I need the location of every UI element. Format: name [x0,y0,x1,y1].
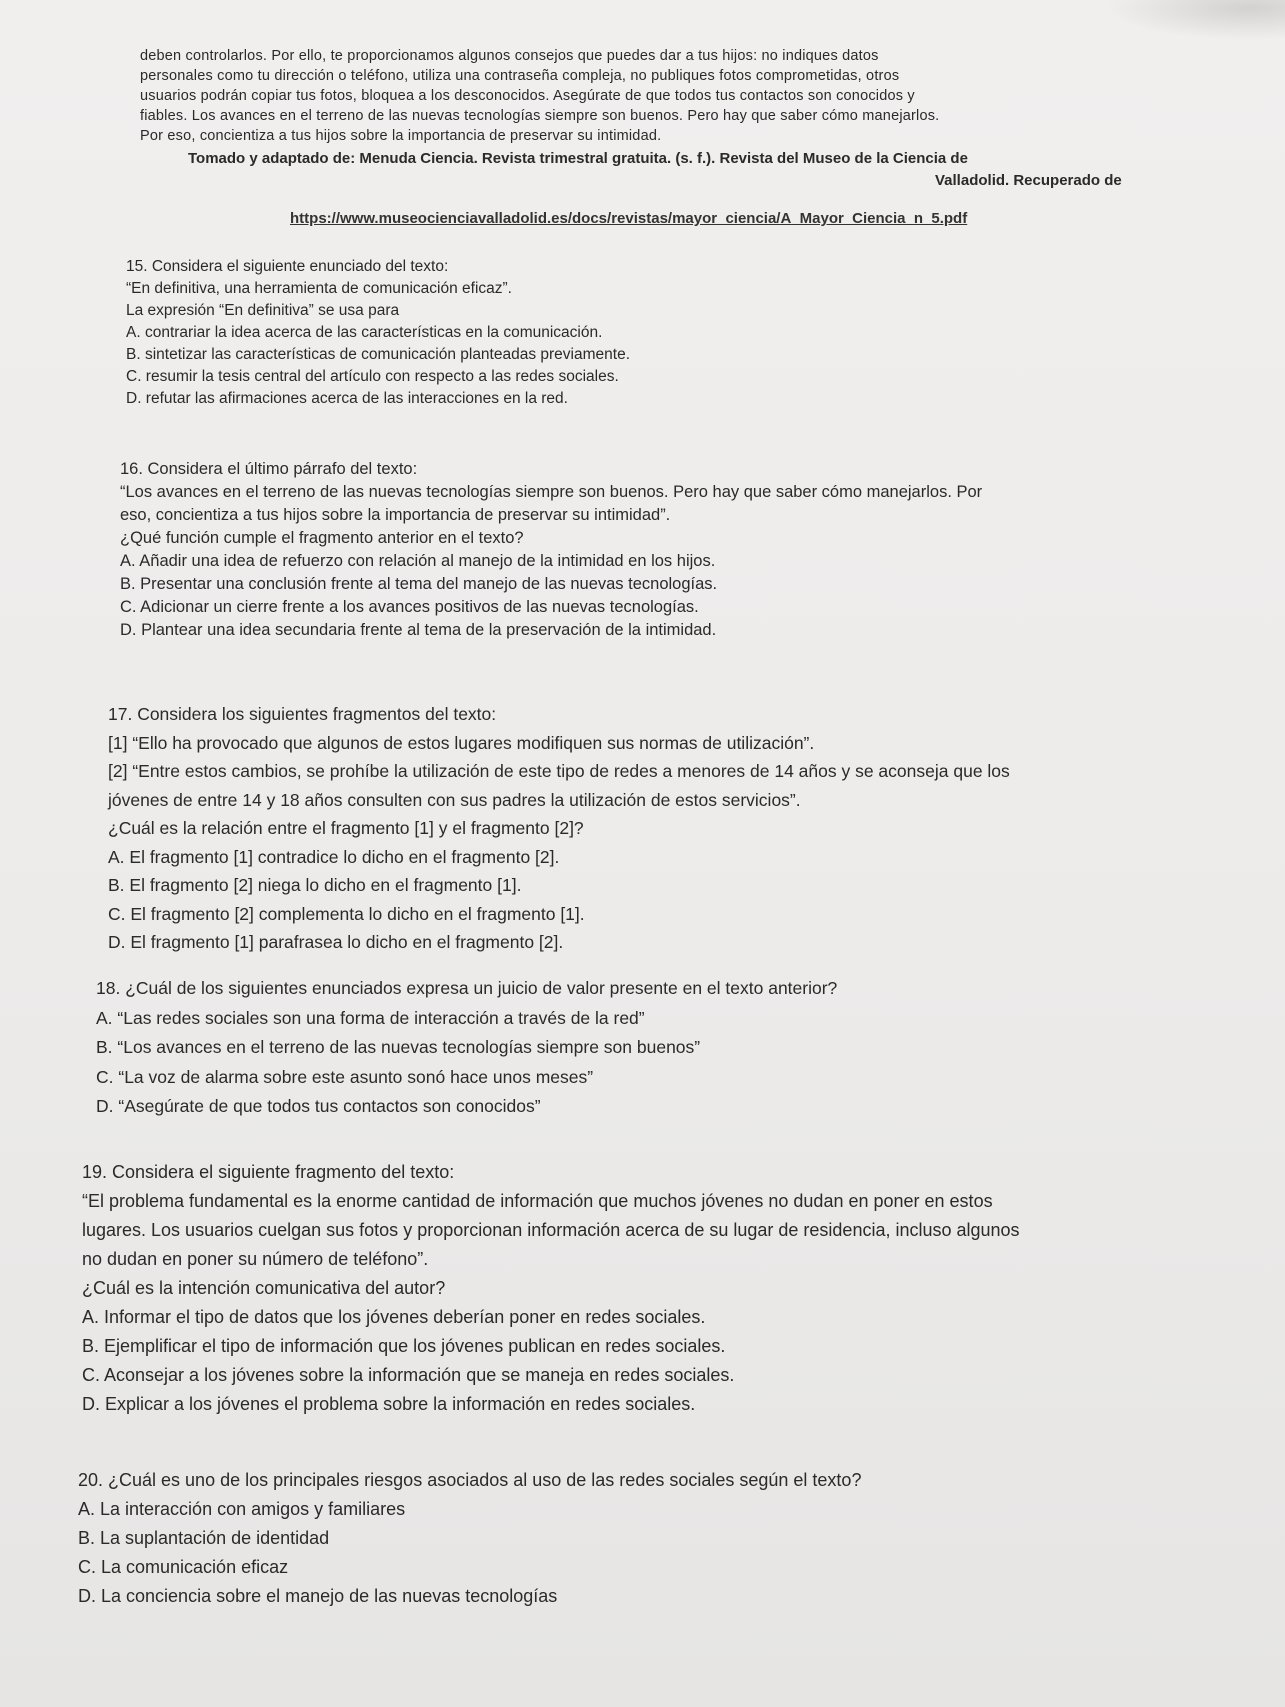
question-line: ¿Cuál es la intención comunicativa del autor? [82,1278,446,1298]
question-line: jóvenes de entre 14 y 18 años consulten con sus padres la utilización de estos servicios”. [108,789,801,810]
intro-line: Por eso, concientiza a tus hijos sobre la importancia de preservar su intimidad. [140,128,662,144]
question-19 [82,1158,1222,1419]
corner-shadow [1105,0,1285,40]
intro-line: deben controlarlos. Por ello, te proporcionamos algunos consejos que puedes dar a tus hijos: no indiques datos [140,48,879,64]
option-d: D. Explicar a los jóvenes el problema sobre la información en redes sociales. [82,1394,696,1414]
option-a: A. contrariar la idea acerca de las características en la comunicación. [126,324,603,341]
option-d: D. El fragmento [1] parafrasea lo dicho en el fragmento [2]. [108,932,564,952]
intro-line: personales como tu dirección o teléfono, utiliza una contraseña compleja, no publiques fotos comprometidas, otros [140,68,900,84]
option-d: D. La conciencia sobre el manejo de las nuevas tecnologías [78,1586,558,1606]
question-line: ¿Cuál es la relación entre el fragmento [1] y el fragmento [2]? [108,818,584,838]
option-c: C. resumir la tesis central del artículo con respecto a las redes sociales. [126,368,619,385]
question-line: eso, concientiza a tus hijos sobre la importancia de preservar su intimidad”. [120,506,671,524]
option-c: C. Adicionar un cierre frente a los avances positivos de las nuevas tecnologías. [120,598,699,616]
question-line: 18. ¿Cuál de los siguientes enunciados expresa un juicio de valor presente en el texto anterior? [96,978,838,998]
option-a: A. Añadir una idea de refuerzo con relación al manejo de la intimidad en los hijos. [120,552,716,570]
option-c: C. El fragmento [2] complementa lo dicho en el fragmento [1]. [108,903,585,924]
source-citation-line-1: Tomado y adaptado de: Menuda Ciencia. Revista trimestral gratuita. (s. f.). Revista del Museo de la Ciencia de [188,150,968,167]
option-a: A. La interacción con amigos y familiares [78,1499,406,1519]
question-line: “El problema fundamental es la enorme cantidad de información que muchos jóvenes no dudan en poner en estos [82,1191,993,1211]
question-17 [108,700,1248,957]
question-line: 19. Considera el siguiente fragmento del texto: [82,1162,455,1182]
question-line: [1] “Ello ha provocado que algunos de estos lugares modifiquen sus normas de utilización”. [108,732,815,753]
option-a: A. El fragmento [1] contradice lo dicho en el fragmento [2]. [108,846,560,867]
intro-paragraph [140,46,1180,146]
question-line: no dudan en poner su número de teléfono”. [82,1249,429,1269]
question-line: lugares. Los usuarios cuelgan sus fotos y proporcionan información acerca de su lugar de residencia, incluso algunos [82,1220,1020,1240]
option-b: B. Presentar una conclusión frente al tema del manejo de las nuevas tecnologías. [120,575,718,593]
source-citation-line-2: Valladolid. Recuperado de [935,172,1122,189]
option-c: C. “La voz de alarma sobre este asunto sonó hace unos meses” [96,1066,594,1087]
option-d: D. Plantear una idea secundaria frente al tema de la preservación de la intimidad. [120,621,717,639]
question-line: La expresión “En definitiva” se usa para [126,302,400,319]
option-c: C. La comunicación eficaz [78,1557,289,1577]
question-line: 15. Considera el siguiente enunciado del texto: [126,258,449,275]
question-line: ¿Qué función cumple el fragmento anterior en el texto? [120,529,524,547]
option-c: C. Aconsejar a los jóvenes sobre la información que se maneja en redes sociales. [82,1365,735,1385]
option-b: B. “Los avances en el terreno de las nuevas tecnologías siempre son buenos” [96,1037,701,1057]
question-line: “Los avances en el terreno de las nuevas tecnologías siempre son buenos. Pero hay que saber cómo manejarlos. Por [120,483,983,501]
question-16 [120,458,1260,642]
intro-line: usuarios podrán copiar tus fotos, bloquea a los desconocidos. Asegúrate de que todos tus contactos son conocidos y [140,88,915,104]
question-line: 16. Considera el último párrafo del texto: [120,460,418,478]
intro-line: fiables. Los avances en el terreno de las nuevas tecnologías siempre son buenos. Pero hay que saber cómo manejarlos. [140,108,940,124]
question-line: 17. Considera los siguientes fragmentos del texto: [108,704,497,724]
option-b: B. Ejemplificar el tipo de información que los jóvenes publican en redes sociales. [82,1336,726,1356]
question-line: [2] “Entre estos cambios, se prohíbe la utilización de este tipo de redes a menores de 14 años y se aconseja que los [108,761,1010,781]
option-b: B. sintetizar las características de comunicación planteadas previamente. [126,346,630,363]
option-b: B. El fragmento [2] niega lo dicho en el fragmento [1]. [108,875,522,895]
source-url: https://www.museocienciavalladolid.es/docs/revistas/mayor_ciencia/A_Mayor_Ciencia_n_5.pdf [290,210,968,227]
option-a: A. Informar el tipo de datos que los jóvenes deberían poner en redes sociales. [82,1307,706,1327]
question-line: “En definitiva, una herramienta de comunicación eficaz”. [126,280,512,297]
question-15 [126,256,1266,410]
option-d: D. refutar las afirmaciones acerca de las interacciones en la red. [126,390,568,407]
question-line: 20. ¿Cuál es uno de los principales riesgos asociados al uso de las redes sociales según el texto? [78,1470,862,1490]
option-d: D. “Asegúrate de que todos tus contactos son conocidos” [96,1096,541,1116]
option-b: B. La suplantación de identidad [78,1528,330,1548]
question-18 [96,974,1236,1122]
option-a: A. “Las redes sociales son una forma de interacción a través de la red” [96,1007,645,1028]
question-20 [78,1466,1218,1611]
